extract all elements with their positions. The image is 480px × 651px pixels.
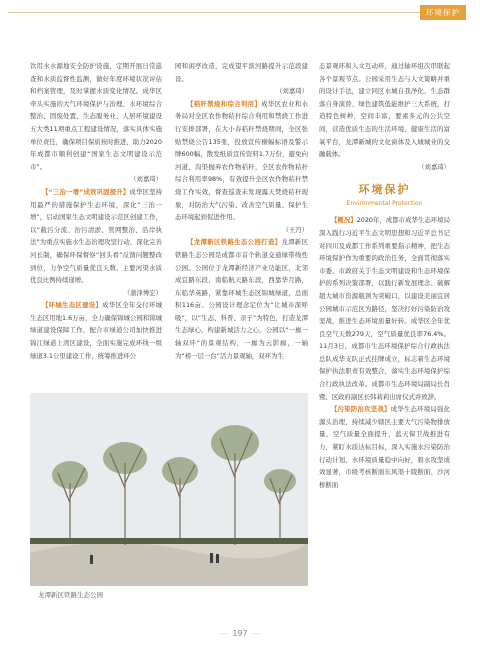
entry-heading: 【污染防治攻坚战】	[331, 405, 391, 414]
photo-hedge	[30, 538, 308, 544]
author-signature: （刘嘉琦）	[418, 162, 450, 171]
paragraph	[319, 403, 450, 491]
author-signature: （刘嘉琦）	[130, 175, 162, 184]
paragraph: 饮用水水源地安全防护设施，定期开展日常巡查和水质监督性监测，做好年度环境状况评估和档案管理，及时掌握水质变化情况。成华区牵头实施的大气环境保护与治理、水环境综合整治、固废处置、生态服务业、人居环境建设五大类11项重点工程建设情况，落实具体实施单位责任，确保项目保质按时推进，助力2020年成都市顺利创建“国家生态文明建设示范市”。	[30, 62, 162, 171]
column-1	[30, 60, 162, 362]
column-3	[319, 60, 450, 491]
entry-heading: 【环城生态区建设】	[42, 301, 103, 310]
page-number-value: 197	[232, 629, 248, 638]
page-number-rule-right: —	[252, 629, 261, 638]
section-subtitle: Environmental Protection	[346, 200, 423, 208]
paragraph	[175, 98, 308, 224]
entry-text: 成华区农业和水务局对全区农作物秸秆综合利用和禁烧工作进行安排部署，在大小春秸秆禁烧期间，全区张贴禁烧公告135张，投放宣传横幅标语及警示牌600幅，散发纸质宣传资料1.7万份，避免向河道、沟渠抛弃农作物秸秆，全区农作物秸秆综合利用率98%，有效提升全区农作物秸秆禁烧工作实效，督查巡查未发现露天焚烧秸秆现象，对防治大气污染、改善空气质量、保护生态环境起到促进作用。	[175, 99, 309, 222]
entry-heading: 【“三治一增”成效巩固提升】	[42, 187, 130, 196]
entry-heading: 【龙潭新区铁路生态公园打造】	[187, 238, 282, 247]
paragraph	[30, 186, 162, 287]
paragraph	[319, 214, 450, 403]
page-number	[0, 629, 480, 638]
header-rule	[8, 12, 452, 13]
entry-text: 龙潭新区铁路生态公园是成都市首个轨道交通绿带线性公园。公园位于龙潭新经济产业功能区，北邻成宜路东段，南临航天路东段，西靠华月路，东临华英路，紧靠环城生态区锦城绿道，总面积116亩。公园设计理念定位为“让城市深呼吸”，以“生态、科普、亲子”为特色，打造龙潭生态绿心，构建新城活力之心。公园以“一廊一轴双环”的景观结构，一廊为云影廊，一轴为“榜一层一台”活力景观轴，双环为生	[175, 238, 309, 360]
entry-heading: 【秸秆禁烧和综合利用】	[187, 99, 262, 108]
author-signature: （王丹）	[282, 225, 308, 234]
author-signature: （刘嘉琦）	[276, 87, 308, 96]
page-number-rule-left: —	[219, 629, 228, 638]
entry-text: 成华区全年交付环城生态区用地1.6万亩，全力确保锦城公园和锦城绿道建设保障工作，配合市绿道公司加快推进锦江绿道上湾区建设，全面实施完成环线一级绿道3.1公里建设工作，统筹推进环公	[30, 301, 163, 360]
column-2	[175, 60, 308, 362]
paragraph	[175, 236, 308, 362]
entry-text: 2020年，成都市成华生态环境局深入践行习近平生态文明思想和习近平总书记对四川及成都工作系列重要指示精神，把生态环境保护作为重要的政治任务，全面贯彻落实市委、市政府关于生态文明建设和生态环境保护的系列决策部署，以践行新发展理念、破解超大城市资源瓶颈为突破口，以建设美丽宜居公园城市示范区为路径，坚决打好污染防治攻坚战，推进生态环境质量好转。成华区全年优良空气天数279天，空气质量优良率76.4%。11月3日，成都市生态环境保护综合行政执法总队成华支队正式挂牌成立，标志着生态环境保护执法职责有效整合，落实生态环境保护综合行政执法改革。成都市生态环境局副局长肖鹭、区政府副区长韩莉莉出席仪式并致辞。	[319, 216, 451, 401]
section-header-tag: 环境保护	[420, 5, 466, 20]
paragraph	[30, 299, 162, 362]
entry-heading: 【概况】	[331, 216, 357, 225]
entry-text: 成华区坚持用最严的措施保护生态环境，深化“三治一增”，启动国家生态文明建设示范区创建工作，以“截污分流、治污清淤、管网整治、沿岸执法”为重点实施水生态治理攻坚行动，深化完善河长制，确保环保督察“回头看”反馈问题整改到位，力争空气质量优良天数、主要河渠水质优良比例持续递增。	[30, 187, 162, 285]
section-title: 环境保护	[358, 183, 411, 197]
photo-caption: 龙潭新区铁路生态公园	[38, 591, 103, 599]
park-photo-illustration	[30, 393, 308, 586]
paragraph: 园和闲亭改造，完成望平滨河路提升示范段建设。	[175, 62, 308, 83]
park-photo	[30, 393, 308, 586]
paragraph: 态景观环和人文互动环，通过轴环组次串联起各个景观节点。公园采用生态与人文策略并重的设计手法，建立同区水城自我净化、生态群落自身演替、绿色建筑低能维护三大系统，打造特色树种，空间丰富，要素多元的公共空间，营造优质生态的生活环境，健康生活的富氧平台，龙潭新城的文化窗体及人城城业的交融载体。	[319, 62, 450, 159]
entry-text: 成华生态环境局强化源头治理，持续减少辖区主要大气污染物排放量，空气质量全面提升，蓝天保卫战推进有力，紧盯水质达标目标，深入实施水污染防治行动计划，水环境质量稳中向好，碧水攻坚成效显著，市级考核断面东风渠十陵断面、沙河桥断面	[319, 405, 451, 489]
author-signature: （蒲泽博宏）	[123, 288, 162, 297]
